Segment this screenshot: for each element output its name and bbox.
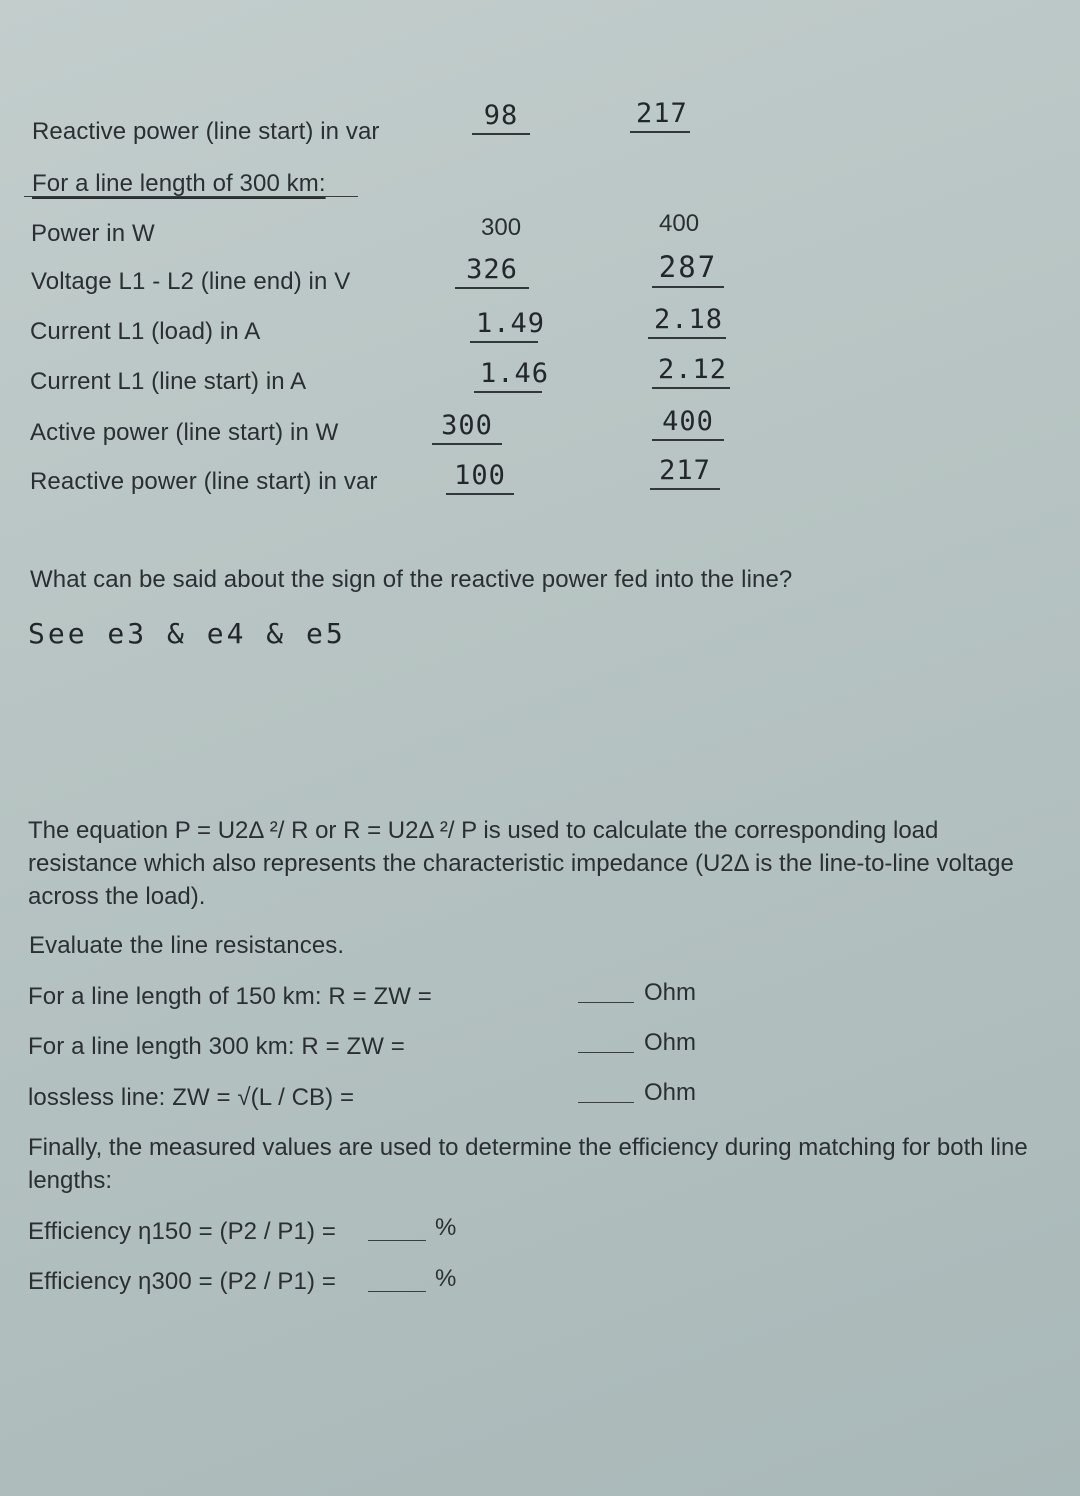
row-voltage-label: Voltage L1 - L2 (line end) in V bbox=[31, 268, 351, 295]
lossless-line-label: lossless line: ZW = √(L / CB) = bbox=[28, 1084, 355, 1111]
reactive-power-150-value: 98 bbox=[472, 100, 530, 135]
row-active-power-col2: 400 bbox=[652, 406, 724, 441]
row-reactive-power-col1: 100 bbox=[446, 460, 514, 495]
resistance-150km-blank[interactable] bbox=[578, 1002, 634, 1003]
row-current-load-label: Current L1 (load) in A bbox=[30, 318, 261, 345]
reactive-power-label-top: Reactive power (line start) in var bbox=[32, 118, 380, 145]
row-power-label: Power in W bbox=[31, 220, 155, 247]
resistance-150km-unit: Ohm bbox=[644, 979, 697, 1006]
row-current-start-col1: 1.46 bbox=[474, 358, 542, 393]
efficiency-300-blank[interactable] bbox=[368, 1291, 426, 1292]
row-current-load-col2: 2.18 bbox=[648, 304, 726, 339]
row-reactive-power-label: Reactive power (line start) in var bbox=[30, 468, 378, 495]
row-voltage-col2: 287 bbox=[652, 250, 724, 288]
resistance-300km-blank[interactable] bbox=[578, 1052, 634, 1053]
efficiency-300-label: Efficiency η300 = (P2 / P1) = bbox=[28, 1268, 336, 1295]
lossless-line-unit: Ohm bbox=[644, 1079, 697, 1106]
lossless-line-blank[interactable] bbox=[578, 1102, 634, 1103]
reactive-sign-question: What can be said about the sign of the reactive power fed into the line? bbox=[30, 566, 793, 593]
row-reactive-power-col2: 217 bbox=[650, 455, 720, 490]
efficiency-150-unit: % bbox=[435, 1214, 457, 1241]
efficiency-150-blank[interactable] bbox=[368, 1240, 426, 1241]
resistance-300km-unit: Ohm bbox=[644, 1029, 697, 1056]
row-power-col1: 300 bbox=[481, 214, 522, 241]
reactive-power-200-value: 217 bbox=[630, 98, 690, 133]
row-power-col2: 400 bbox=[659, 210, 700, 237]
heading-underline bbox=[24, 196, 358, 197]
finally-paragraph: Finally, the measured values are used to determine the efficiency during matching for both line lengths: bbox=[28, 1134, 1028, 1194]
efficiency-300-unit: % bbox=[435, 1265, 457, 1292]
row-voltage-col1: 326 bbox=[455, 254, 529, 289]
evaluate-resistances-text: Evaluate the line resistances. bbox=[29, 932, 345, 959]
row-active-power-label: Active power (line start) in W bbox=[30, 419, 339, 446]
reactive-sign-answer: See e3 & e4 & e5 bbox=[28, 617, 346, 650]
row-active-power-col1: 300 bbox=[432, 410, 502, 445]
row-current-start-col2: 2.12 bbox=[652, 354, 730, 389]
row-current-start-label: Current L1 (line start) in A bbox=[30, 368, 307, 395]
row-current-load-col1: 1.49 bbox=[470, 308, 538, 343]
resistance-150km-label: For a line length of 150 km: R = ZW = bbox=[28, 983, 432, 1010]
resistance-300km-label: For a line length 300 km: R = ZW = bbox=[28, 1033, 405, 1060]
table-300km-heading: For a line length of 300 km: bbox=[32, 170, 326, 197]
efficiency-150-label: Efficiency η150 = (P2 / P1) = bbox=[28, 1218, 336, 1245]
equation-paragraph: The equation P = U2Δ ²/ R or R = U2Δ ²/ P is used to calculate the corresponding load resistance which also represents the characteristic impedance (U2Δ is the line-to-line voltage across the load). bbox=[28, 817, 1014, 910]
